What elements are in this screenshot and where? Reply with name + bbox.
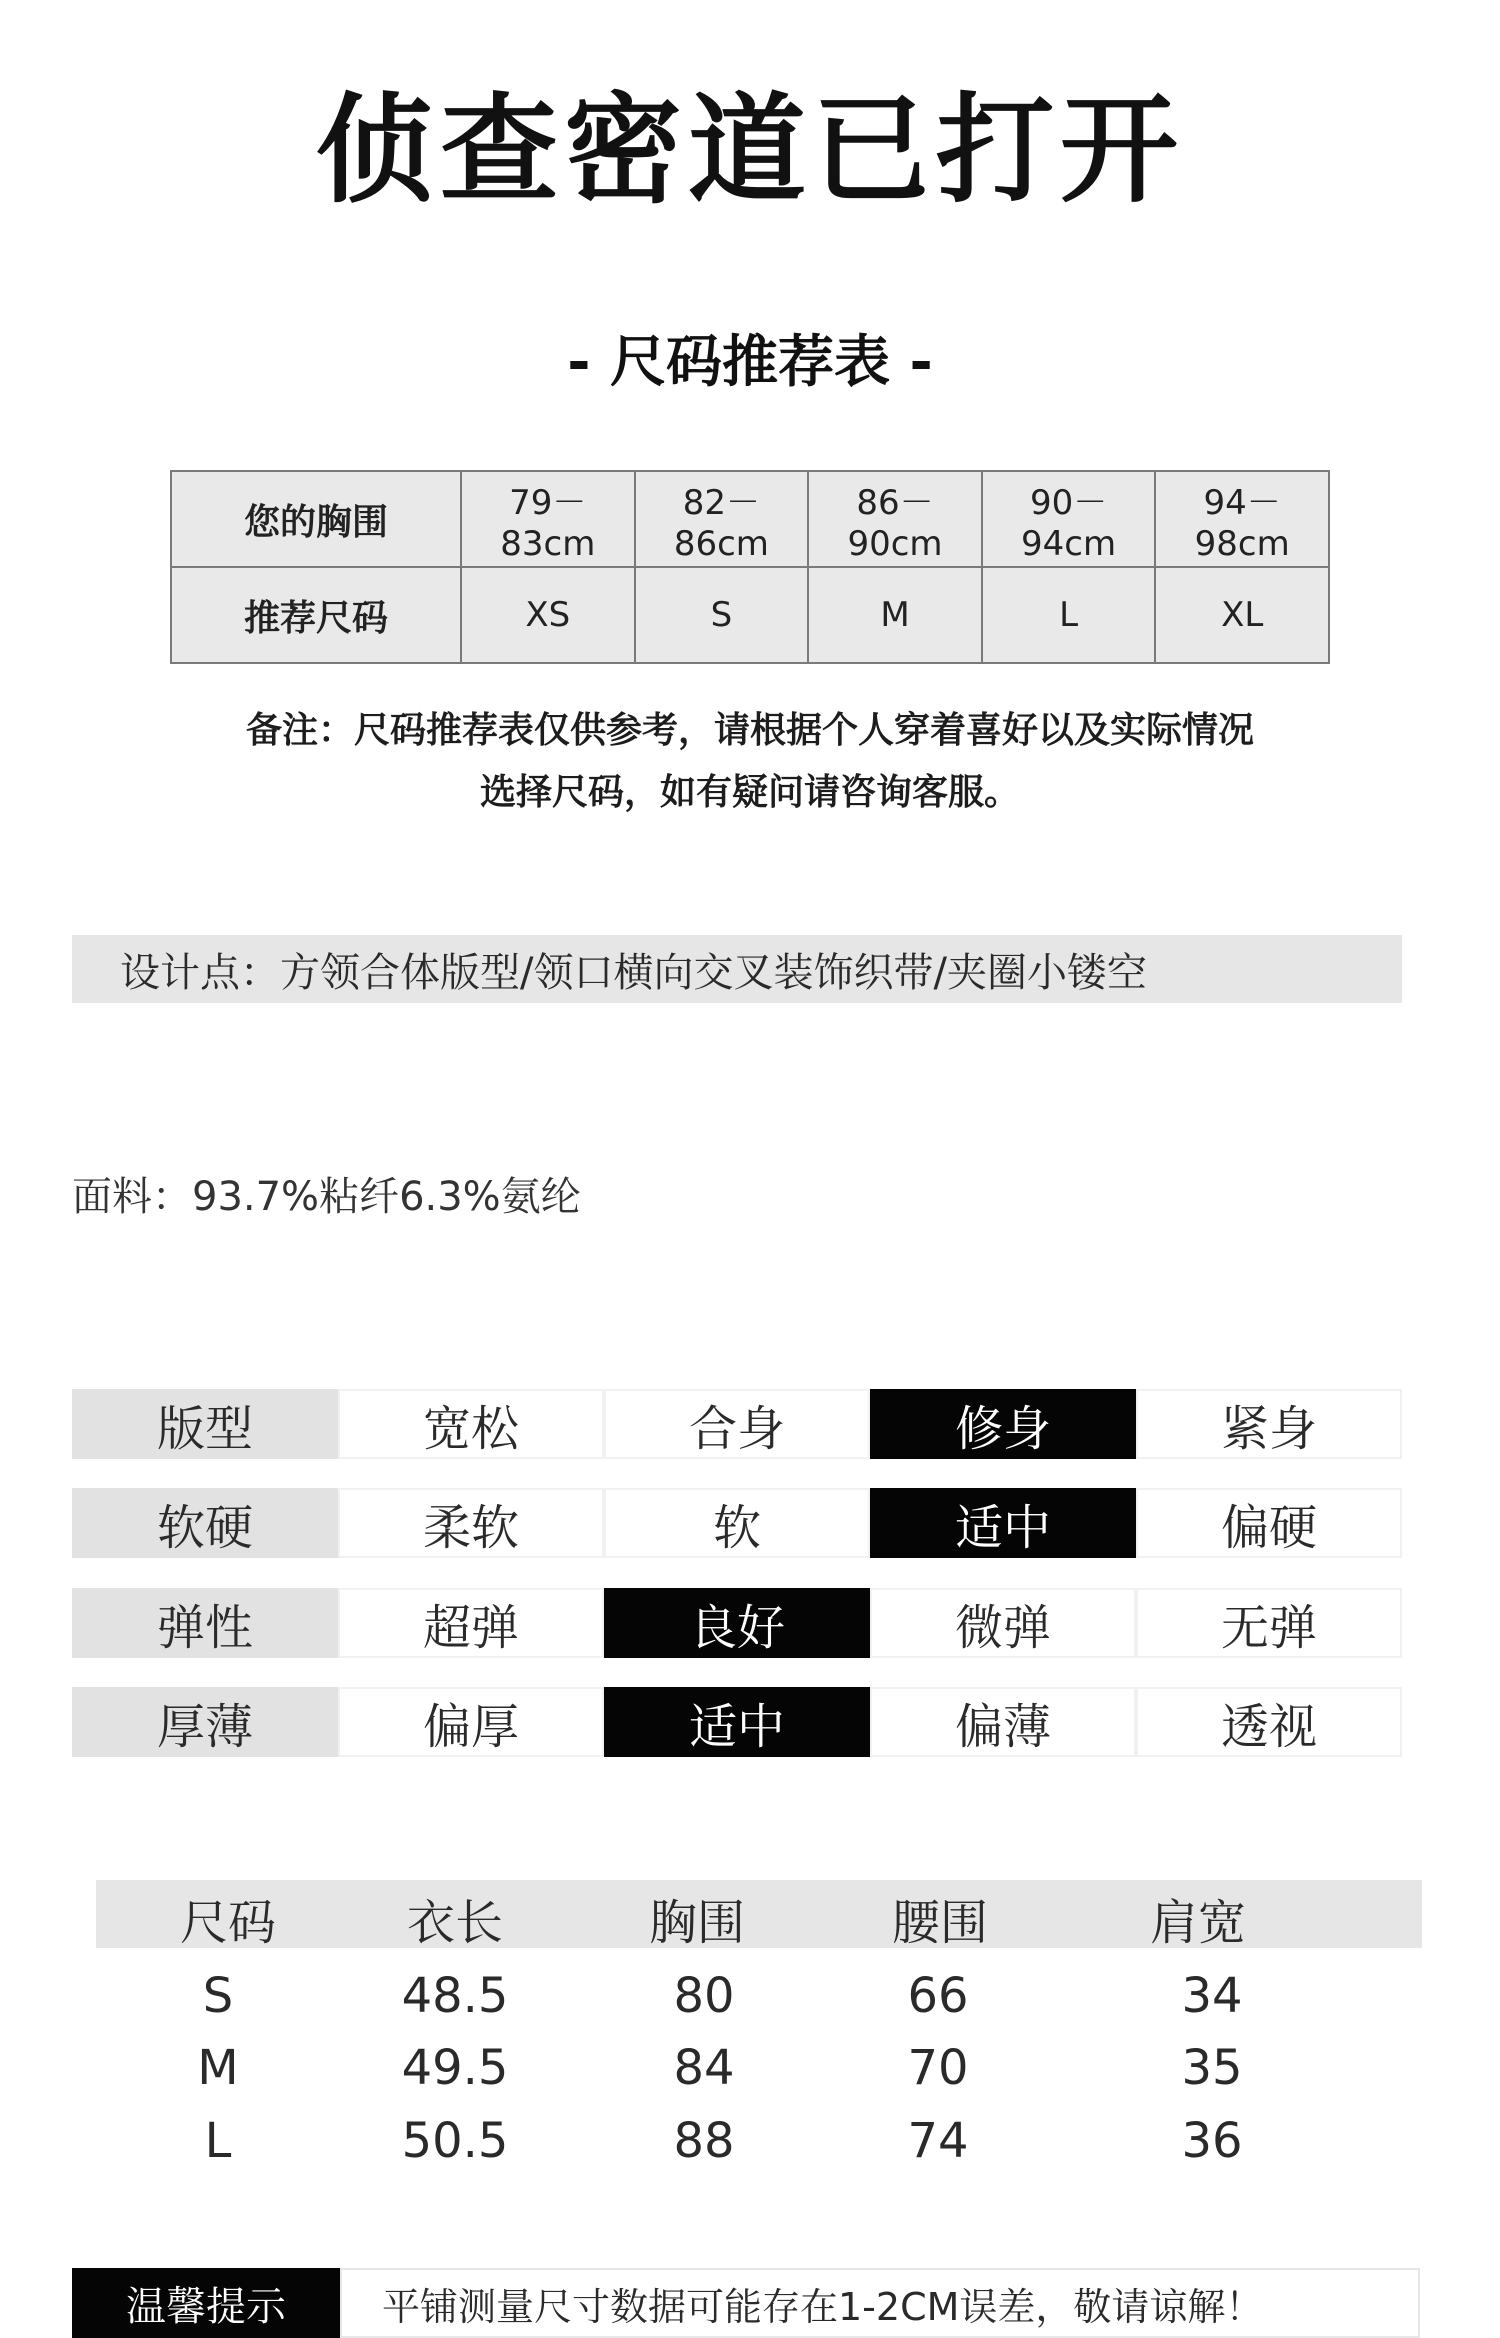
shoulder-cell: 36 bbox=[1181, 2113, 1243, 2169]
table-row bbox=[0, 2113, 1500, 2185]
recommended-size: XS bbox=[461, 567, 635, 663]
attribute-option: 偏厚 bbox=[338, 1687, 604, 1757]
attribute-option: 合身 bbox=[604, 1389, 870, 1459]
design-point-bar: 设计点：方领合体版型/领口横向交叉装饰织带/夹圈小镂空 bbox=[72, 935, 1402, 1003]
column-header: 腰围 bbox=[891, 1895, 988, 1951]
bust-cell: 88 bbox=[673, 2113, 735, 2169]
attribute-option: 柔软 bbox=[338, 1488, 604, 1558]
bust-range: 86－90cm bbox=[808, 471, 982, 567]
waist-cell: 66 bbox=[907, 1968, 969, 2024]
attribute-row-thickness bbox=[72, 1687, 1402, 1757]
column-header: 衣长 bbox=[406, 1895, 503, 1951]
attribute-label: 厚薄 bbox=[72, 1687, 338, 1757]
size-cell: M bbox=[197, 2040, 239, 2096]
waist-cell: 74 bbox=[907, 2113, 969, 2169]
attribute-row-softness bbox=[72, 1488, 1402, 1558]
attribute-option: 软 bbox=[604, 1488, 870, 1558]
column-header: 肩宽 bbox=[1149, 1895, 1246, 1951]
recommended-size: M bbox=[808, 567, 982, 663]
bust-range: 82－86cm bbox=[635, 471, 809, 567]
tip-text: 平铺测量尺寸数据可能存在1-2CM误差，敬请谅解！ bbox=[340, 2268, 1420, 2338]
column-header: 胸围 bbox=[648, 1895, 745, 1951]
column-header: 尺码 bbox=[179, 1895, 276, 1951]
attribute-option: 偏硬 bbox=[1136, 1488, 1402, 1558]
bust-range: 79－83cm bbox=[461, 471, 635, 567]
attribute-option-selected: 良好 bbox=[604, 1588, 870, 1658]
bust-cell: 84 bbox=[673, 2040, 735, 2096]
recommended-size-row bbox=[171, 567, 1329, 663]
shoulder-cell: 35 bbox=[1181, 2040, 1243, 2096]
bust-range: 90－94cm bbox=[982, 471, 1156, 567]
length-cell: 50.5 bbox=[401, 2113, 509, 2169]
attribute-option: 无弹 bbox=[1136, 1588, 1402, 1658]
attribute-option: 宽松 bbox=[338, 1389, 604, 1459]
attribute-row-elasticity bbox=[72, 1588, 1402, 1658]
bust-row bbox=[171, 471, 1329, 567]
attribute-label: 软硬 bbox=[72, 1488, 338, 1558]
length-cell: 48.5 bbox=[401, 1968, 509, 2024]
size-note bbox=[150, 700, 1350, 824]
size-recommendation-table bbox=[170, 470, 1330, 664]
attribute-option: 微弹 bbox=[870, 1588, 1136, 1658]
size-chart-heading: - 尺码推荐表 - bbox=[567, 330, 933, 395]
size-cell: S bbox=[202, 1968, 234, 2024]
recommended-size: L bbox=[982, 567, 1156, 663]
waist-cell: 70 bbox=[907, 2040, 969, 2096]
recommended-size: S bbox=[635, 567, 809, 663]
attribute-row-fit bbox=[72, 1389, 1402, 1459]
note-line: 选择尺码，如有疑问请咨询客服。 bbox=[479, 772, 1020, 813]
attribute-option: 透视 bbox=[1136, 1687, 1402, 1757]
page-title: 侦查密道已打开 bbox=[315, 81, 1184, 219]
attribute-option-selected: 适中 bbox=[870, 1488, 1136, 1558]
tip-label: 温馨提示 bbox=[72, 2268, 340, 2338]
note-line: 备注：尺码推荐表仅供参考，请根据个人穿着喜好以及实际情况 bbox=[245, 710, 1254, 751]
length-cell: 49.5 bbox=[401, 2040, 509, 2096]
fabric-composition: 面料：93.7%粘纤6.3%氨纶 bbox=[72, 1174, 581, 1220]
attribute-option-selected: 修身 bbox=[870, 1389, 1136, 1459]
bust-label: 您的胸围 bbox=[171, 471, 461, 567]
recommended-size: XL bbox=[1155, 567, 1329, 663]
recommended-size-label: 推荐尺码 bbox=[171, 567, 461, 663]
attribute-label: 版型 bbox=[72, 1389, 338, 1459]
table-row bbox=[0, 1968, 1500, 2040]
bust-cell: 80 bbox=[673, 1968, 735, 2024]
measurement-header-row bbox=[0, 1884, 1500, 1956]
attribute-option: 超弹 bbox=[338, 1588, 604, 1658]
table-row bbox=[0, 2040, 1500, 2112]
bust-range: 94－98cm bbox=[1155, 471, 1329, 567]
attribute-option: 紧身 bbox=[1136, 1389, 1402, 1459]
size-cell: L bbox=[204, 2113, 232, 2169]
attribute-option-selected: 适中 bbox=[604, 1687, 870, 1757]
attribute-label: 弹性 bbox=[72, 1588, 338, 1658]
attribute-option: 偏薄 bbox=[870, 1687, 1136, 1757]
shoulder-cell: 34 bbox=[1181, 1968, 1243, 2024]
